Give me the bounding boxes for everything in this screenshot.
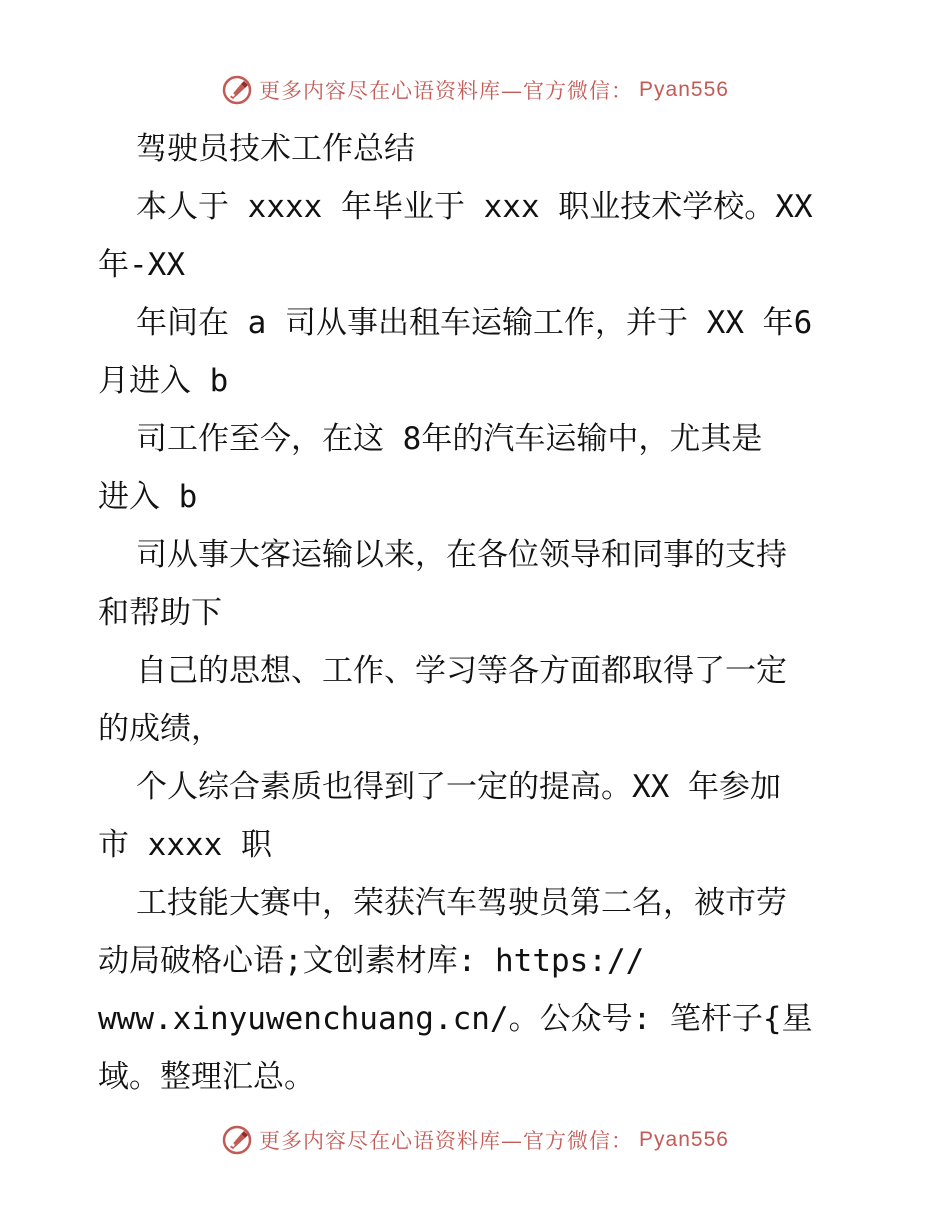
pen-nib-logo-icon <box>221 74 253 106</box>
paragraph-line: 域。整理汇总。 <box>98 1059 315 1095</box>
banner-wechat-id: Pyan556 <box>639 78 729 101</box>
paragraph-line: 本人于 xxxx 年毕业于 xxx 职业技术学校。XX <box>136 189 813 225</box>
banner-text: 更多内容尽在心语资料库—官方微信： <box>259 1129 634 1153</box>
paragraph-line: 和帮助下 <box>98 595 222 631</box>
paragraph-line: 进入 b <box>98 479 198 515</box>
header-banner <box>0 70 950 110</box>
paragraph-line: 年-XX <box>98 247 185 283</box>
paragraph-line: 自己的思想、工作、学习等各方面都取得了一定 <box>136 653 787 689</box>
paragraph-line: 市 xxxx 职 <box>98 827 272 863</box>
paragraph-line: 个人综合素质也得到了一定的提高。XX 年参加 <box>136 769 781 805</box>
paragraph-line: 动局破格心语;文创素材库: https:// <box>98 943 645 979</box>
banner-wechat-id: Pyan556 <box>639 1128 729 1151</box>
pen-nib-logo-icon <box>221 1124 253 1156</box>
paragraph-line: 司工作至今，在这 8年的汽车运输中，尤其是 <box>136 421 763 457</box>
banner-text: 更多内容尽在心语资料库—官方微信： <box>259 79 634 103</box>
paragraph-line: 工技能大赛中，荣获汽车驾驶员第二名，被市劳 <box>136 885 787 921</box>
paragraph-line: 的成绩， <box>98 711 222 747</box>
footer-banner <box>0 1120 950 1160</box>
paragraph-line: 司从事大客运输以来，在各位领导和同事的支持 <box>136 537 787 573</box>
document-title: 驾驶员技术工作总结 <box>136 131 415 167</box>
paragraph-line: 月进入 b <box>98 363 229 399</box>
paragraph-line: www.xinyuwenchuang.cn/。公众号: 笔杆子{星 <box>98 1001 813 1037</box>
document-body <box>98 120 858 1106</box>
paragraph-line: 年间在 a 司从事出租车运输工作，并于 XX 年6 <box>136 305 813 341</box>
